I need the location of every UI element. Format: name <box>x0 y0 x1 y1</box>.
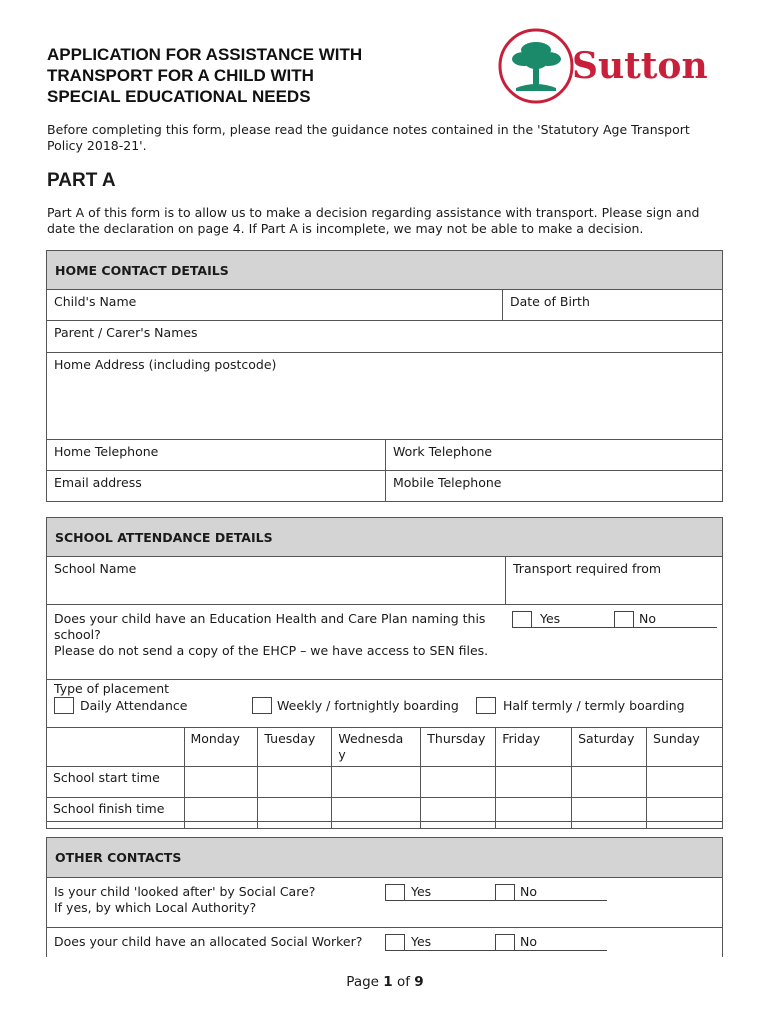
ehcp-no-label: No <box>639 611 656 626</box>
home-telephone-label: Home Telephone <box>54 444 159 459</box>
form-title <box>47 44 467 107</box>
time-cell[interactable] <box>496 798 572 829</box>
childs-name-field[interactable] <box>47 290 502 320</box>
parent-names-label: Parent / Carer's Names <box>54 325 198 340</box>
page-total: 9 <box>414 974 424 990</box>
parent-names-field[interactable] <box>47 321 722 352</box>
day-header: Sunday <box>647 728 723 767</box>
looked-after-question <box>47 878 377 927</box>
daily-attendance-checkbox[interactable] <box>54 697 74 714</box>
start-time-label: School start time <box>47 767 185 798</box>
home-address-label: Home Address (including postcode) <box>54 357 277 372</box>
home-telephone-field[interactable] <box>47 440 385 470</box>
title-line-3: SPECIAL EDUCATIONAL NEEDS <box>47 87 311 106</box>
school-times-table <box>46 727 723 829</box>
page-footer <box>0 974 770 990</box>
school-name-label: School Name <box>54 561 137 576</box>
work-telephone-label: Work Telephone <box>393 444 493 459</box>
mobile-label: Mobile Telephone <box>393 475 502 490</box>
time-cell[interactable] <box>332 767 421 798</box>
table-row <box>47 798 723 829</box>
placement-label: Type of placement <box>54 681 170 696</box>
day-header: Tuesday <box>258 728 332 767</box>
other-contacts-section <box>46 837 723 957</box>
home-address-field[interactable] <box>47 353 722 439</box>
transport-from-field[interactable] <box>505 557 722 604</box>
daily-attendance-label: Daily Attendance <box>80 698 188 713</box>
time-cell[interactable] <box>258 767 332 798</box>
time-cell[interactable] <box>647 798 723 829</box>
day-header: Friday <box>496 728 572 767</box>
social-worker-yes-no <box>385 934 607 951</box>
time-cell[interactable] <box>421 798 496 829</box>
mobile-telephone-field[interactable] <box>385 471 722 502</box>
social-worker-no-label: No <box>520 934 537 949</box>
ehcp-yes-no <box>512 611 717 628</box>
sutton-logo <box>496 26 726 106</box>
day-header: Monday <box>184 728 258 767</box>
logo-text: Sutton <box>572 45 708 87</box>
time-cell[interactable] <box>572 767 647 798</box>
date-of-birth-field[interactable] <box>502 290 722 320</box>
title-line-1: APPLICATION FOR ASSISTANCE WITH <box>47 45 363 64</box>
work-telephone-field[interactable] <box>385 440 722 470</box>
ehcp-yes-label: Yes <box>540 611 561 626</box>
looked-after-no-checkbox[interactable] <box>495 884 515 901</box>
social-worker-yes-label: Yes <box>411 934 432 949</box>
part-a-heading: PART A <box>47 170 116 191</box>
page-label: Page <box>346 974 379 990</box>
table-row <box>47 767 723 798</box>
intro-text: Before completing this form, please read the guidance notes contained in the 'Statutory Age Transport Policy 2018-21'. <box>47 122 690 153</box>
childs-name-label: Child's Name <box>54 294 137 309</box>
time-cell[interactable] <box>421 767 496 798</box>
time-cell[interactable] <box>184 798 258 829</box>
part-a-text: Part A of this form is to allow us to make a decision regarding assistance with transport. Please sign and date the declaration on page 4. If Part A is incomplete, we may not be able to make a decision. <box>47 205 700 236</box>
day-header: Thursday <box>421 728 496 767</box>
termly-boarding-label: Half termly / termly boarding <box>503 698 685 713</box>
email-label: Email address <box>54 475 142 490</box>
weekly-boarding-label: Weekly / fortnightly boarding <box>277 698 459 713</box>
home-contact-heading: HOME CONTACT DETAILS <box>47 251 722 290</box>
ehcp-question <box>47 605 497 679</box>
day-header: Wednesda y <box>332 728 421 767</box>
finish-time-label: School finish time <box>47 798 185 829</box>
social-worker-question: Does your child have an allocated Social Worker? <box>54 934 363 949</box>
ehcp-yes-checkbox[interactable] <box>512 611 532 628</box>
page-number: 1 <box>383 974 393 990</box>
ehcp-note-text: Please do not send a copy of the EHCP – we have access to SEN files. <box>54 643 489 658</box>
termly-boarding-checkbox[interactable] <box>476 697 496 714</box>
weekly-boarding-checkbox[interactable] <box>252 697 272 714</box>
time-cell[interactable] <box>496 767 572 798</box>
of-label: of <box>396 974 410 990</box>
school-attendance-section <box>46 517 723 822</box>
time-cell[interactable] <box>572 798 647 829</box>
day-header: Saturday <box>572 728 647 767</box>
looked-after-sub-text: If yes, by which Local Authority? <box>54 900 257 915</box>
time-cell[interactable] <box>332 798 421 829</box>
ehcp-no-checkbox[interactable] <box>614 611 634 628</box>
social-worker-yes-checkbox[interactable] <box>385 934 405 951</box>
time-cell[interactable] <box>184 767 258 798</box>
school-name-field[interactable] <box>47 557 505 604</box>
time-cell[interactable] <box>258 798 332 829</box>
date-of-birth-label: Date of Birth <box>510 294 590 309</box>
transport-from-label: Transport required from <box>513 561 662 576</box>
times-header-empty <box>47 728 185 767</box>
looked-after-yes-label: Yes <box>411 884 432 899</box>
home-contact-section <box>46 250 723 502</box>
looked-after-no-label: No <box>520 884 537 899</box>
title-line-2: TRANSPORT FOR A CHILD WITH <box>47 66 314 85</box>
looked-after-text: Is your child 'looked after' by Social Care? <box>54 884 316 899</box>
looked-after-yes-no <box>385 884 607 901</box>
time-cell[interactable] <box>647 767 723 798</box>
school-attendance-heading: SCHOOL ATTENDANCE DETAILS <box>47 518 722 557</box>
ehcp-question-text: Does your child have an Education Health and Care Plan naming this school? <box>54 611 486 642</box>
looked-after-yes-checkbox[interactable] <box>385 884 405 901</box>
email-field[interactable] <box>47 471 385 502</box>
other-contacts-heading: OTHER CONTACTS <box>47 838 722 878</box>
social-worker-no-checkbox[interactable] <box>495 934 515 951</box>
